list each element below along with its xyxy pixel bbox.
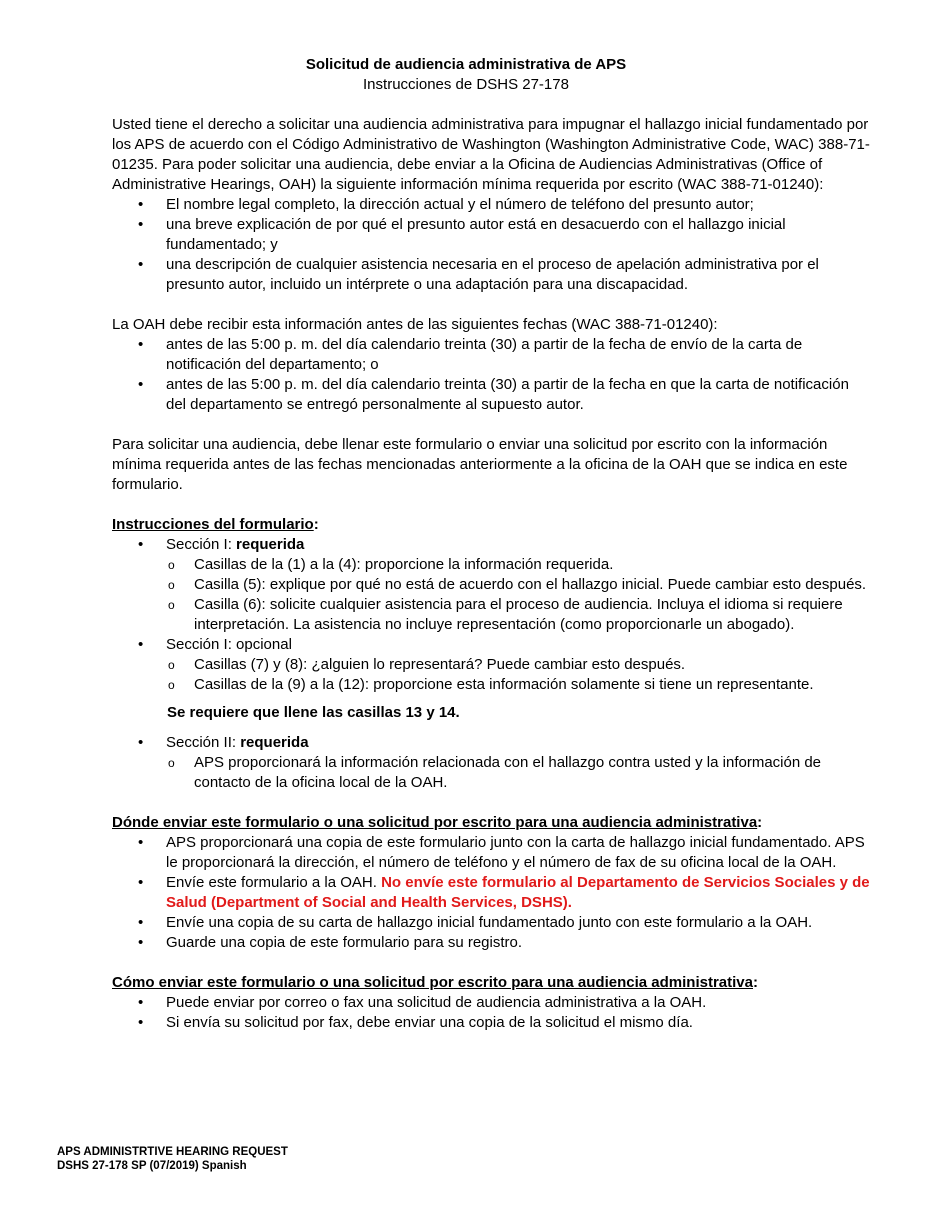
list-item: • APS proporcionará una copia de este formulario junto con la carta de hallazgo inicial fundamentado. APS le proporcionará la dirección, el número de teléfono y el número de fax de su oficina local de la OAH. [112,833,872,873]
warning-text: No envíe este formulario al Departamento de Servicios Sociales y de Salud (Department of Social and Health Services, DSHS). [166,874,870,911]
list-item: • El nombre legal completo, la dirección actual y el número de teléfono del presunto autor; [112,195,872,215]
where-to-send-list [112,833,872,953]
deadlines-paragraph: La OAH debe recibir esta información antes de las siguientes fechas (WAC 388-71-01240): [112,316,718,333]
deadlines-list [112,335,872,415]
page-footer [57,1145,288,1173]
document-header [0,55,932,95]
form-instructions-list [112,535,872,695]
list-item: o Casilla (5): explique por qué no está de acuerdo con el hallazgo inicial. Puede cambiar esto después. [166,575,872,595]
document-title: Solicitud de audiencia administrativa de APS [305,56,627,73]
section1-required: • Sección I: requerida o Casillas de la (1) a la (4): proporcione la información requerida. o Casilla (5): explique por qué no está de acuerdo con el hallazgo inicial. Puede cambiar esto después. o Casilla (6): solicite cualquier asistencia para el proceso de audiencia. Incluya el idioma si requiere interpretación. La asistencia no incluye representación (como proporcionarle un abogado). [112,535,872,635]
list-item: • antes de las 5:00 p. m. del día calendario treinta (30) a partir de la fecha en que la carta de notificación del departamento se entregó personalmente al supuesto autor. [112,375,872,415]
list-item: • Puede enviar por correo o fax una solicitud de audiencia administrativa a la OAH. [112,993,872,1013]
how-to-send-list [112,993,872,1033]
required-boxes-note: Se requiere que llene las casillas 13 y 14. [167,704,460,721]
document-subtitle: Instrucciones de DSHS 27-178 [363,76,569,93]
list-item: • una breve explicación de por qué el presunto autor está en desacuerdo con el hallazgo inicial fundamentado; y [112,215,872,255]
section1-optional-items [166,655,872,695]
section2-required: • Sección II: requerida o APS proporcionará la información relacionada con el hallazgo contra usted y la información de contacto de la oficina local de la OAH. [112,733,872,793]
intro-paragraph: Usted tiene el derecho a solicitar una audiencia administrativa para impugnar el hallazgo inicial fundamentado por los APS de acuerdo con el Código Administrativo de Washington (Washington Administrative Code, WAC) 388-71-01235. Para poder solicitar una audiencia, debe enviar a la Oficina de Audiencias Administrativas (Office of Administrative Hearings, OAH) la siguiente información mínima requerida por escrito (WAC 388-71-01240): [112,116,870,193]
list-item: o Casillas de la (9) a la (12): proporcione esta información solamente si tiene un representante. [166,675,872,695]
intro-list [112,195,872,295]
list-item: o Casilla (6): solicite cualquier asistencia para el proceso de audiencia. Incluya el idioma si requiere interpretación. La asistencia no incluye representación (como proporcionarle un abogado). [166,595,872,635]
form-instructions-heading: Instrucciones del formulario: [112,516,319,533]
how-to-send-heading: Cómo enviar este formulario o una solicitud por escrito para una audiencia administrativa: [112,974,758,991]
list-item: • Envíe este formulario a la OAH. No envíe este formulario al Departamento de Servicios Sociales y de Salud (Department of Social and Health Services, DSHS). [112,873,872,913]
section2-list [112,733,872,793]
where-to-send-heading: Dónde enviar este formulario o una solicitud por escrito para una audiencia administrativa: [112,814,763,831]
list-item: o Casillas de la (1) a la (4): proporcione la información requerida. [166,555,872,575]
footer-form-number: DSHS 27-178 SP (07/2019) Spanish [57,1160,247,1172]
list-item: • Envíe una copia de su carta de hallazgo inicial fundamentado junto con este formulario a la OAH. [112,913,872,933]
list-item: • antes de las 5:00 p. m. del día calendario treinta (30) a partir de la fecha de envío de la carta de notificación del departamento; o [112,335,872,375]
list-item: • Guarde una copia de este formulario para su registro. [112,933,872,953]
request-paragraph: Para solicitar una audiencia, debe llenar este formulario o enviar una solicitud por escrito con la información mínima requerida antes de las fechas mencionadas anteriormente a la oficina de la OAH que se indica en este formulario. [112,436,848,493]
section1-optional: • Sección I: opcional o Casillas (7) y (8): ¿alguien lo representará? Puede cambiar esto después. o Casillas de la (9) a la (12): proporcione esta información solamente si tiene un representante. [112,635,872,695]
list-item: o APS proporcionará la información relacionada con el hallazgo contra usted y la información de contacto de la oficina local de la OAH. [166,753,872,793]
section1-required-items [166,555,872,635]
list-item: • Si envía su solicitud por fax, debe enviar una copia de la solicitud el mismo día. [112,1013,872,1033]
list-item: o Casillas (7) y (8): ¿alguien lo representará? Puede cambiar esto después. [166,655,872,675]
document-page [112,55,872,1033]
footer-form-title: APS ADMINISTRTIVE HEARING REQUEST [57,1146,288,1158]
section2-items [166,753,872,793]
list-item: • una descripción de cualquier asistencia necesaria en el proceso de apelación administrativa por el presunto autor, incluido un intérprete o una adaptación para una discapacidad. [112,255,872,295]
